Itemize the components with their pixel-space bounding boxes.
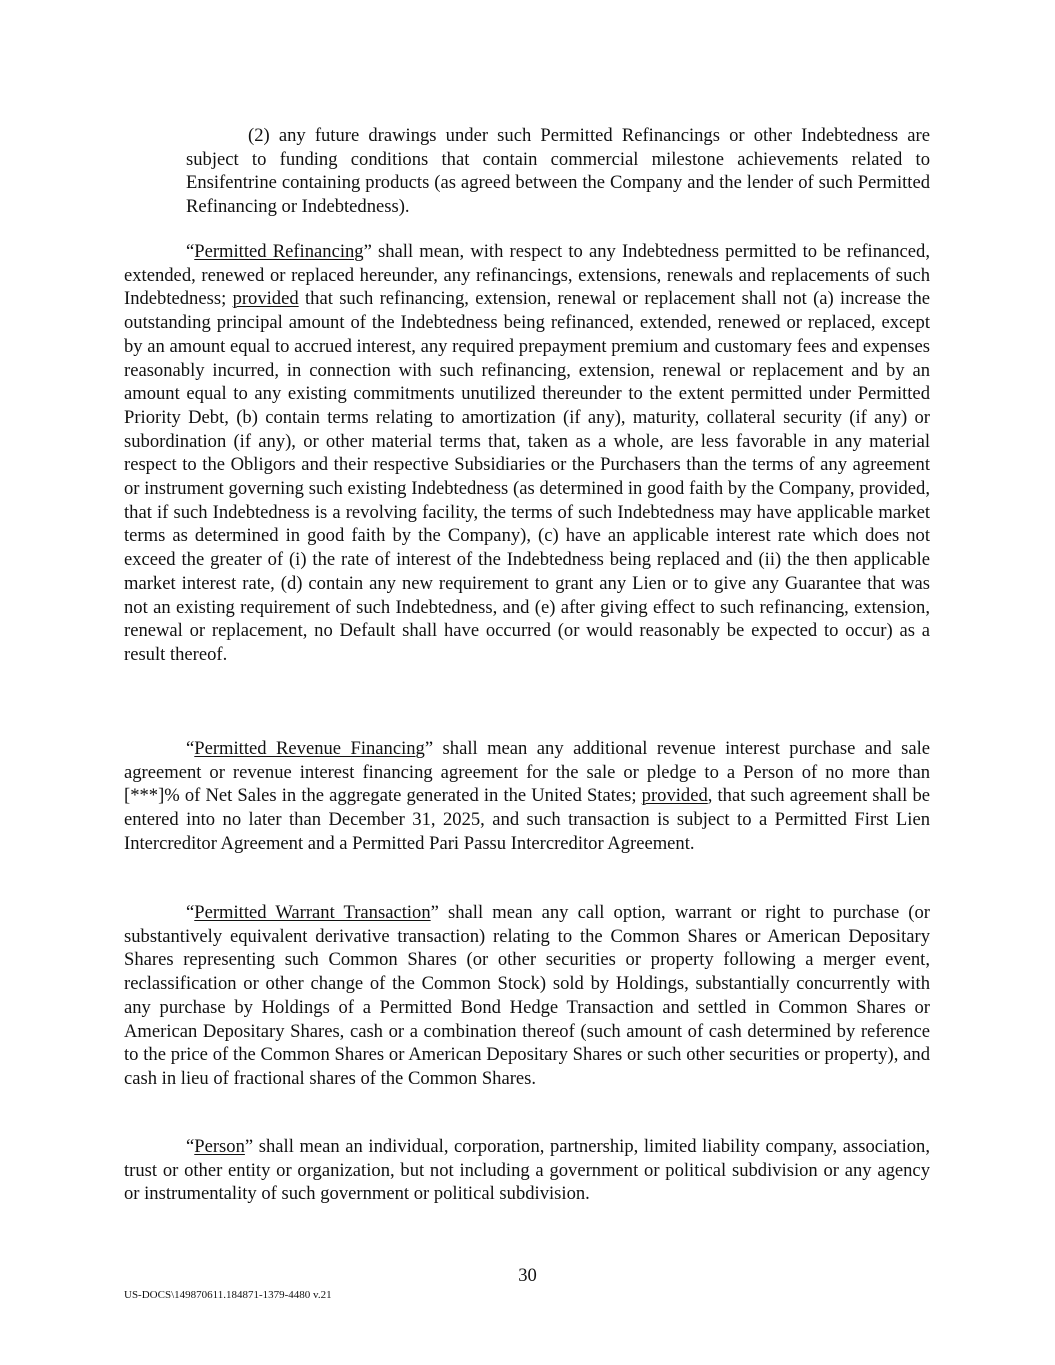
definition-permitted-warrant-transaction bbox=[124, 901, 930, 1091]
open-quote: “ bbox=[186, 1136, 195, 1157]
close-quote: ” bbox=[244, 1136, 254, 1157]
provided-term: provided bbox=[641, 785, 708, 807]
definition-person bbox=[124, 1135, 930, 1206]
definition-permitted-revenue-financing bbox=[124, 737, 930, 856]
definition-text: shall mean, with respect to any Indebtedness permitted to be refinanced, extended, renewed or replaced hereunder, any refinancings, extensions, renewals and replacements of such Indebtedness; bbox=[124, 241, 930, 310]
page-number: 30 bbox=[518, 1265, 537, 1286]
definition-text: that such refinancing, extension, renewal or replacement shall not (a) increase the outstanding principal amount of the Indebtedness being refinanced, extended, renewed or replaced, except by an amount equal to accrued interest, any required prepayment premium and customary fees and expenses reasonably incurred, in connection with such refinancing, extension, renewal or replacement and by an amount equal to any existing commitments unutilized thereunder to the extent permitted under Permitted Priority Debt, (b) contain terms relating to amortization (if any), maturity, collateral security (if any) or subordination (if any), or other material terms that, taken as a whole, are less favorable in any material respect to the Obligors and their respective Subsidiaries or the Purchasers than the terms of any agreement or instrument governing such existing Indebtedness (as determined in good faith by the Company, provided, that if such Indebtedness is a revolving facility, the terms of such Indebtedness may have applicable market terms as determined in good faith by the Company), (c) have an applicable interest rate which does not exceed the greater of (i) the rate of interest of the Indebtedness being replaced and (ii) the then applicable market interest rate, (d) contain any new requirement to grant any Lien or to give any Guarantee that was not an existing requirement of such Indebtedness, and (e) after giving effect to such refinancing, extension, renewal or replacement, no Default shall have occurred (or would reasonably be expected to occur) as a result thereof. bbox=[124, 288, 930, 665]
footer-document-code: US-DOCS\149870611.184871-1379-4480 v.21 bbox=[124, 1289, 332, 1301]
definition-text: shall mean any call option, warrant or right to purchase (or substantively equivalent derivative transaction) relating to the Common Shares or American Depositary Shares representing such Common Shares (or other securities or property following a merger event, reclassification or other change of the Common Stock) sold by Holdings, substantially concurrently with any purchase by Holdings of a Permitted Bond Hedge Transaction and settled in Common Shares or American Depositary Shares, cash or a combination thereof (such amount of cash determined by reference to the price of the Common Shares or American Depositary Shares or such other securities or property), and cash in lieu of fractional shares of the Common Shares. bbox=[124, 902, 930, 1089]
close-quote: ” bbox=[363, 241, 372, 262]
defined-term: Permitted Revenue Financing bbox=[194, 738, 425, 759]
defined-term: Permitted Refinancing bbox=[194, 241, 364, 262]
provided-term: provided bbox=[232, 288, 299, 310]
definition-text: shall mean an individual, corporation, partnership, limited liability company, association, trust or other entity or organization, but not including a government or political subdivision or any agency or instrumentality of such government or political subdivision. bbox=[124, 1136, 930, 1205]
defined-term: Person bbox=[194, 1136, 245, 1157]
open-quote: “ bbox=[186, 241, 195, 262]
definition-permitted-refinancing bbox=[124, 240, 930, 667]
definition-text: , that such agreement shall be entered into no later than December 31, 2025, and such transaction is subject to a Permitted First Lien Intercreditor Agreement and a Permitted Pari Passu Intercreditor Agreement. bbox=[124, 785, 930, 854]
open-quote: “ bbox=[186, 738, 195, 759]
definition-text: shall mean any additional revenue interest purchase and sale agreement or revenue interest financing agreement for the sale or pledge to a Person of no more than [***]% of Net Sales in the aggregate generated in the United States; bbox=[124, 738, 930, 807]
close-quote: ” bbox=[424, 738, 434, 759]
clause-2-paragraph bbox=[186, 124, 930, 219]
open-quote: “ bbox=[186, 902, 195, 923]
clause-2-text: (2) any future drawings under such Permitted Refinancings or other Indebtedness are subject to funding conditions that contain commercial milestone achievements related to Ensifentrine containing products (as agreed between the Company and the lender of such Permitted Refinancing or Indebtedness). bbox=[186, 125, 930, 218]
close-quote: ” bbox=[430, 902, 439, 923]
defined-term: Permitted Warrant Transaction bbox=[194, 902, 431, 923]
